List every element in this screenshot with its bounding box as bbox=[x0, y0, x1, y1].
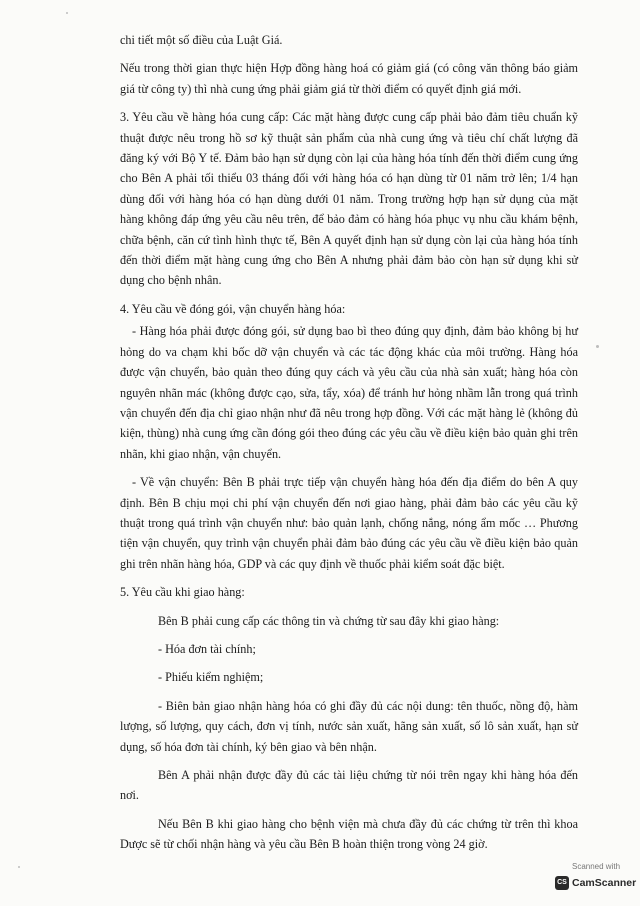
scan-speck bbox=[18, 866, 20, 868]
scan-speck bbox=[596, 345, 599, 348]
paragraph-price-reduction: Nếu trong thời gian thực hiện Hợp đồng hàng hoá có giảm giá (có công văn thông báo giảm giá từ công ty) thì nhà cung ứng phải giảm giá từ thời điểm có quyết định giá mới. bbox=[120, 61, 578, 96]
camscanner-watermark bbox=[555, 862, 637, 898]
camscanner-name: CamScanner bbox=[572, 877, 637, 889]
section-4-heading: 4. Yêu cầu về đóng gói, vận chuyển hàng hóa: bbox=[120, 301, 346, 316]
list-item-test-report: - Phiếu kiểm nghiệm; bbox=[158, 670, 264, 685]
scan-speck bbox=[66, 12, 68, 14]
section-4-transport-item: - Về vận chuyển: Bên B phải trực tiếp vận chuyển hàng hóa đến địa điểm do bên A quy định. Bên B chịu mọi chi phí vận chuyển đến nơi giao hàng, phải đảm bảo các yêu cầu kỹ thuật trong quá trình vận chuyển như: bảo quản lạnh, chống nắng, nóng ẩm mốc … Phương tiện vận chuyển, quy trình vận chuyển phải đảm bảo đúng các yêu cầu về điều kiện bảo quản ghi trên nhãn hàng hóa, GDP và các quy định về thuốc phải kiểm soát đặc biệt. bbox=[120, 475, 578, 571]
list-item-delivery-record: - Biên bản giao nhận hàng hóa có ghi đầy đủ các nội dung: tên thuốc, nồng độ, hàm lượng, số lượng, quy cách, đơn vị tính, nước sản xuất, hãng sản xuất, số lô sản xuất, hạn sử dụng, số hóa đơn tài chính, ký bên giao và bên nhận. bbox=[120, 698, 578, 754]
paragraph-continuation: chi tiết một số điều của Luật Giá. bbox=[120, 33, 283, 47]
camscanner-logo-icon: CS bbox=[555, 876, 569, 890]
document-body bbox=[120, 30, 578, 863]
section-5-intro: Bên B phải cung cấp các thông tin và chứng từ sau đây khi giao hàng: bbox=[158, 613, 500, 628]
paragraph-documents-on-arrival: Bên A phải nhận được đầy đủ các tài liệu chứng từ nói trên ngay khi hàng hóa đến nơi. bbox=[120, 768, 578, 803]
scanned-with-caption: Scanned with bbox=[571, 862, 621, 871]
section-5-heading: 5. Yêu cầu khi giao hàng: bbox=[120, 585, 245, 600]
paragraph-rejection-policy: Nếu Bên B khi giao hàng cho bệnh viện mà chưa đầy đủ các chứng từ trên thì khoa Dược sẽ từ chối nhận hàng và yêu cầu Bên B hoàn thiện trong vòng 24 giờ. bbox=[120, 816, 578, 852]
camscanner-brand bbox=[555, 874, 637, 892]
section-3-goods-requirements: 3. Yêu cầu về hàng hóa cung cấp: Các mặt hàng được cung cấp phải bảo đảm tiêu chuẩn kỹ thuật được nêu trong hồ sơ kỹ thuật sản phẩm của nhà cung ứng và tiêu chí chất lượng đã đăng ký với Bộ Y tế. Đảm bảo hạn sử dụng còn lại của hàng hóa tính đến thời điểm cung ứng cho Bên A phải tối thiểu 03 tháng đối với hàng hóa có hạn dùng từ 01 năm trở lên; 1/4 hạn dùng đối với hàng hóa có hạn dùng dưới 01 năm. Trong trường hợp hạn sử dụng của mặt hàng không đáp ứng yêu cầu nêu trên, để bảo đảm có hàng hóa phục vụ nhu cầu khám bệnh, chữa bệnh, căn cứ tình hình thực tế, Bên A quyết định hạn sử dụng còn lại của hàng hóa tính đến thời điểm mặt hàng cung ứng cho Bên A nhưng phải đảm bảo còn hạn sử dụng khi sử dụng cho bệnh nhân. bbox=[120, 110, 578, 288]
list-item-invoice: - Hóa đơn tài chính; bbox=[158, 641, 256, 656]
section-4-packaging-item: - Hàng hóa phải được đóng gói, sử dụng bao bì theo đúng quy định, đảm bảo không bị hư hỏng do va chạm khi bốc dỡ vận chuyển và các tác động khác của môi trường. Hàng hóa được vận chuyển, bảo quản theo đúng quy cách và yêu cầu của nhà sản xuất; hàng hóa còn nguyên nhãn mác (không được cạo, sửa, tẩy, xóa) để tránh hư hỏng nhầm lẫn trong quá trình vận chuyển đến địa chỉ giao nhận như đã nêu trong hợp đồng. Với các mặt hàng lẻ (không đủ kiện, thùng) nhà cung ứng cần đóng gói theo đúng các yêu cầu về điều kiện bảo quản ghi trên nhãn, khi giao nhận, vận chuyển. bbox=[120, 324, 578, 461]
